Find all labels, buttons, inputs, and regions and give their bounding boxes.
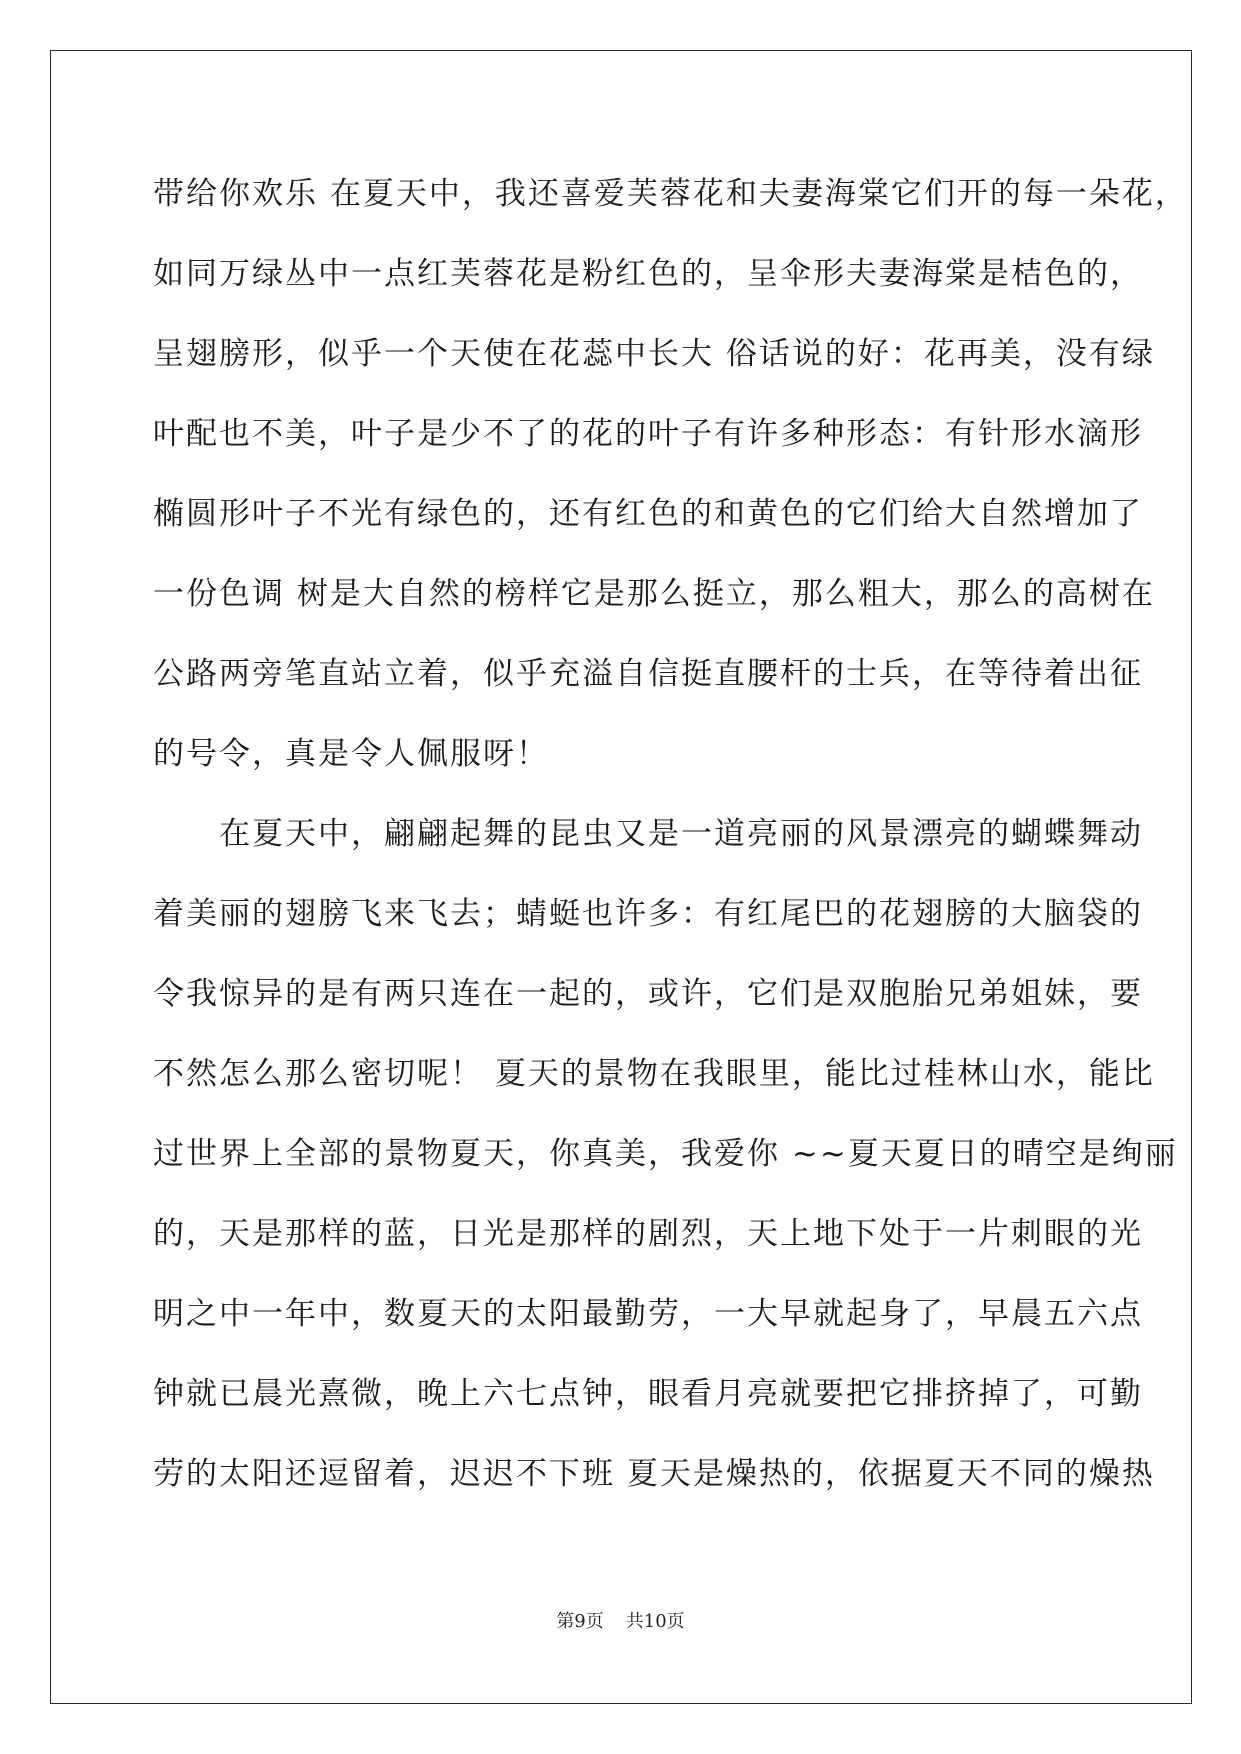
text-line: 一份色调 树是大自然的榜样它是那么挺立，那么粗大，那么的高树在	[153, 576, 1155, 612]
text-line: 令我惊异的是有两只连在一起的，或许，它们是双胞胎兄弟姐妹，要	[153, 976, 1143, 1012]
text-line: 明之中一年中，数夏天的太阳最勤劳，一大早就起身了，早晨五六点	[153, 1296, 1143, 1332]
text-line: 呈翅膀形，似乎一个天使在花蕊中长大 俗话说的好：花再美，没有绿	[153, 336, 1155, 372]
text-line: 公路两旁笔直站立着，似乎充溢自信挺直腰杆的士兵，在等待着出征	[153, 656, 1143, 692]
text-line: 椭圆形叶子不光有绿色的，还有红色的和黄色的它们给大自然增加了	[153, 496, 1143, 532]
text-line: 的，天是那样的蓝，日光是那样的剧烈，天上地下处于一片刺眼的光	[153, 1216, 1143, 1252]
text-line: 钟就已晨光熹微，晚上六七点钟，眼看月亮就要把它排挤掉了，可勤	[153, 1376, 1143, 1412]
document-body	[153, 168, 1188, 1528]
text-line: 着美丽的翅膀飞来飞去；蜻蜓也许多：有红尾巴的花翅膀的大脑袋的	[153, 896, 1143, 932]
page-footer	[0, 1607, 1241, 1633]
page-total: 共10页	[625, 1611, 685, 1632]
text-line: 带给你欢乐 在夏天中，我还喜爱芙蓉花和夫妻海棠它们开的每一朵花，	[153, 176, 1188, 212]
text-line: 过世界上全部的景物夏天，你真美，我爱你 ~~夏天夏日的晴空是绚丽	[153, 1136, 1178, 1172]
text-line: 劳的太阳还逗留着，迟迟不下班 夏天是燥热的，依据夏天不同的燥热	[153, 1456, 1155, 1492]
text-line: 在夏天中，翩翩起舞的昆虫又是一道亮丽的风景漂亮的蝴蝶舞动	[153, 816, 1143, 852]
text-line: 如同万绿丛中一点红芙蓉花是粉红色的，呈伞形夫妻海棠是桔色的，	[153, 256, 1143, 292]
text-line: 的号令，真是令人佩服呀！	[153, 736, 549, 772]
page-number: 第9页	[556, 1611, 604, 1632]
text-line: 不然怎么那么密切呢！ 夏天的景物在我眼里，能比过桂林山水，能比	[153, 1056, 1155, 1092]
text-line: 叶配也不美，叶子是少不了的花的叶子有许多种形态：有针形水滴形	[153, 416, 1143, 452]
